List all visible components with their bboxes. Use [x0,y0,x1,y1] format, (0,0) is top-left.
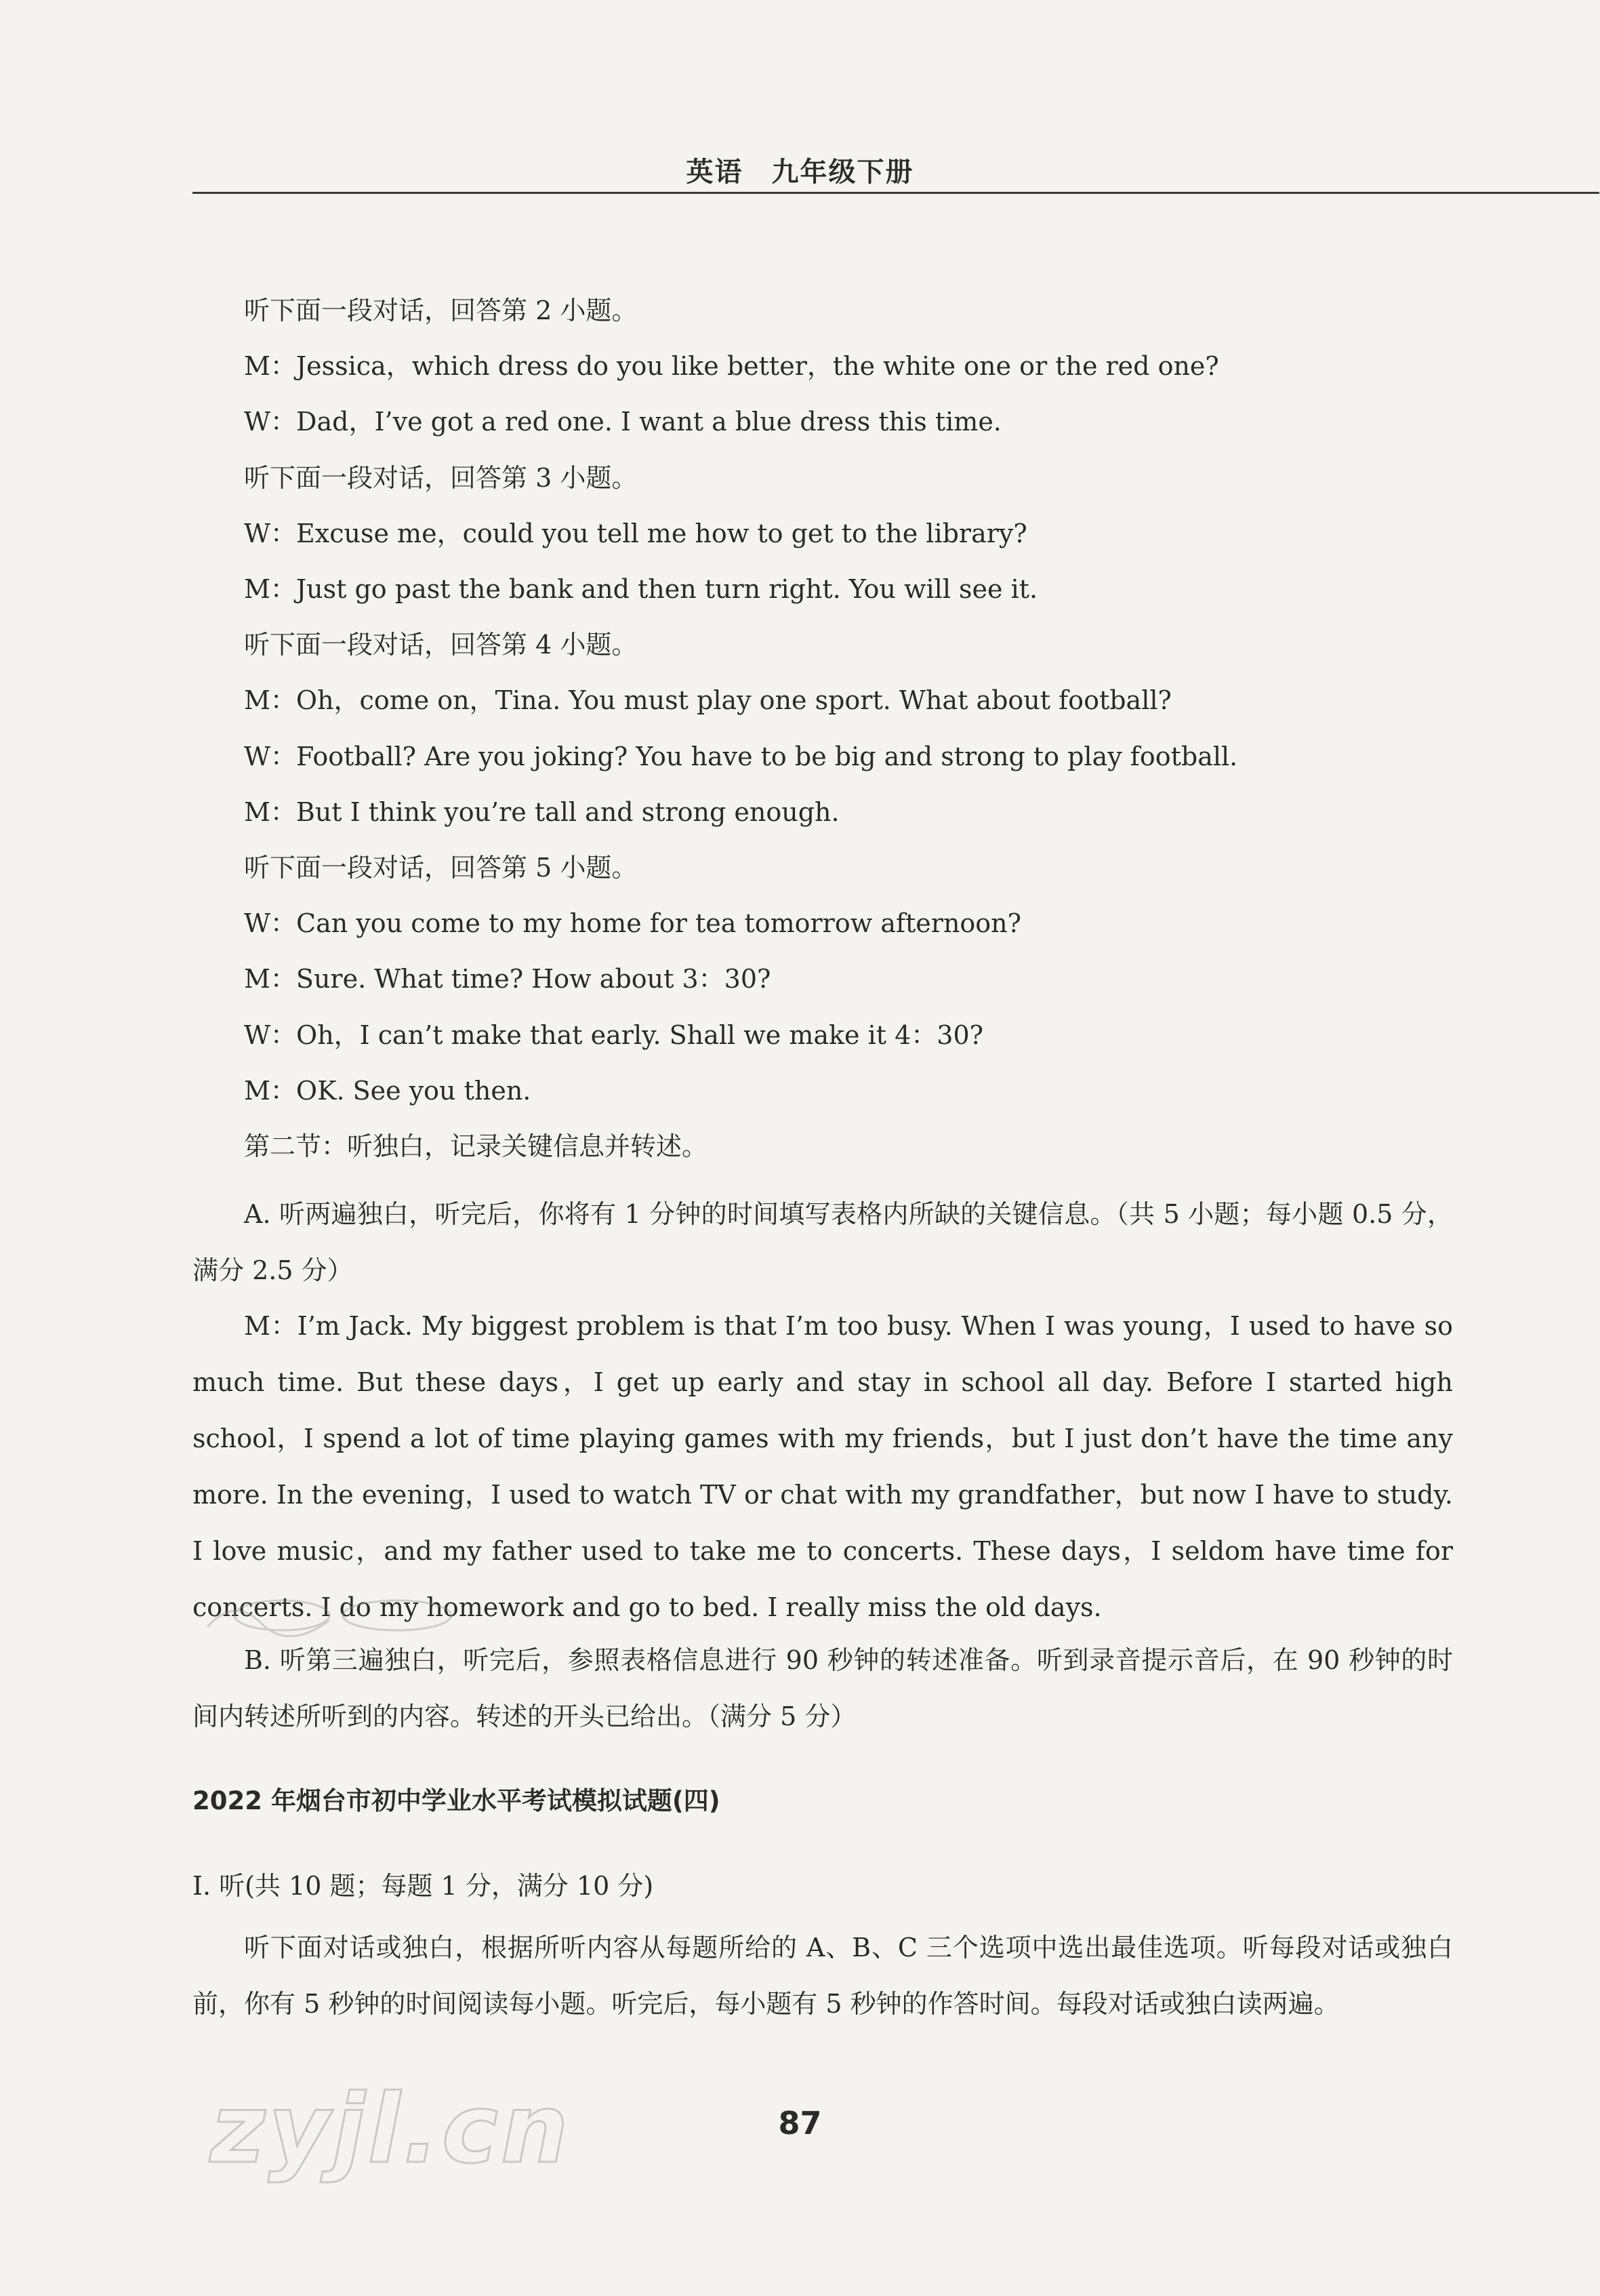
dialogue-line: 第二节：听独白，记录关键信息并转述。 [244,1131,708,1161]
dialogue-line: 听下面一段对话，回答第 5 小题。 [244,853,638,883]
monologue-text: M：I’m Jack. My biggest problem is that I’m too busy. When I was young，I used to have so much time. But these days，I get up early and stay in school all day. Before I started high school，I spend a lot of time playing games with my friends，but I just don’t have the time any more. In the evening，I used to watch TV or chat with my grandfather，but now I have to study. I love music，and my father used to take me to concerts. These days，I seldom have time for concerts. I do my homework and go to bed. I really miss the old days. [192,1311,1453,1622]
exam-title: 2022 年烟台市初中学业水平考试模拟试题(四) [192,1786,720,1815]
dialogue-line: W：Dad，I’ve got a red one. I want a blue dress this time. [244,407,1002,437]
dialogue-line: M：OK. See you then. [244,1076,531,1106]
listening-instructions: 听下面对话或独白，根据所听内容从每题所给的 A、B、C 三个选项中选出最佳选项。听每段对话或独白前，你有 5 秒钟的时间阅读每小题。听完后，每小题有 5 秒钟的作答时间。每段对话或独白读两遍。 [192,1933,1453,2019]
dialogue-line: M：Sure. What time? How about 3：30? [244,964,771,994]
dialogue-line: M：Just go past the bank and then turn right. You will see it. [244,574,1038,604]
watermark-graphic [194,1590,539,1637]
part-b-instructions: B. 听第三遍独白，听完后，参照表格信息进行 90 秒钟的转述准备。听到录音提示音后，在 90 秒钟的时间内转述所听到的内容。转述的开头已给出。（满分 5 分） [192,1645,1453,1731]
dialogue-line: W：Oh，I can’t make that early. Shall we make it 4：30? [244,1020,984,1050]
dialogue-line: W：Football? Are you joking? You have to be big and strong to play football. [244,742,1238,771]
dialogue-line: W：Excuse me，could you tell me how to get to the library? [244,519,1027,548]
page-number: 87 [778,2105,822,2141]
watermark-logo: zyjl.cn [210,2074,571,2185]
header-rule [192,192,1599,194]
dialogue-line: M：But I think you’re tall and strong enough. [244,797,840,827]
section-one-title: Ⅰ. 听(共 10 题；每题 1 分，满分 10 分) [192,1871,654,1901]
dialogue-line: 听下面一段对话，回答第 3 小题。 [244,463,638,493]
dialogue-line: W：Can you come to my home for tea tomorrow afternoon? [244,908,1022,938]
dialogue-line: M：Jessica，which dress do you like better，the white one or the red one? [244,351,1219,381]
running-header: 英语 九年级下册 [686,157,914,188]
dialogue-line: 听下面一段对话，回答第 4 小题。 [244,630,638,660]
part-a-instructions: A. 听两遍独白，听完后，你将有 1 分钟的时间填写表格内所缺的关键信息。（共 5 小题；每小题 0.5 分，满分 2.5 分） [192,1199,1453,1285]
dialogue-line: 听下面一段对话，回答第 2 小题。 [244,296,638,325]
dialogue-line: M：Oh，come on，Tina. You must play one sport. What about football? [244,685,1172,715]
